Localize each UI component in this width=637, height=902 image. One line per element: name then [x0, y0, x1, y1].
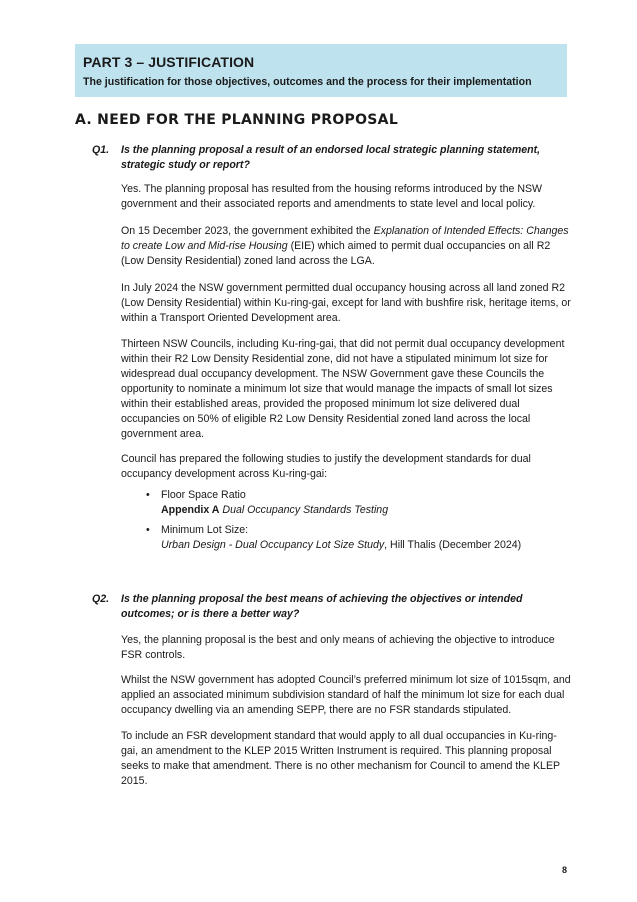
q1-paragraph-3: In July 2024 the NSW government permitted dual occupancy housing across all land zoned R2 (Low Density Residential) within Ku-ring-gai, except for land with bushfire risk, heritage items, or within a Transport Oriented Development area.: [121, 282, 571, 324]
question-q1: [92, 143, 552, 173]
study-title: Urban Design - Dual Occupancy Lot Size Study: [161, 539, 385, 551]
list-item: [146, 523, 546, 553]
question-text: Is the planning proposal a result of an endorsed local strategic planning statement, strategic study or report?: [121, 144, 541, 171]
part-3-banner: [75, 44, 567, 97]
q1-paragraph-4: Thirteen NSW Councils, including Ku-ring-gai, that did not permit dual occupancy development within their R2 Low Density Residential zone, did not have a stipulated minimum lot size for widespread dual occupancy development. The NSW Government gave these Councils the opportunity to nominate a minimum lot size that would manage the impacts of small lot sizes within their established areas, provided the proposed minimum lot size delivered dual occupancies on 50% of eligible R2 Low Density Residential zoned land across the local government area.: [121, 338, 565, 440]
bullet-marker: •: [146, 489, 150, 501]
q2-paragraph-3: To include an FSR development standard that would apply to all dual occupancies in Ku-ring-gai, an amendment to the KLEP 2015 Written Instrument is required. This planning proposal seeks to make that amendment. There is no other mechanism for Council to amend the KLEP 2015.: [121, 730, 560, 787]
list-item: [146, 488, 546, 518]
question-q2: [92, 592, 552, 622]
study-title: Dual Occupancy Standards Testing: [219, 504, 389, 516]
bullet-marker: •: [146, 524, 150, 536]
eie-document-title: Explanation of Intended Effects: Changes to create Low and Mid-rise Housing: [121, 225, 569, 252]
bullet-title: Minimum Lot Size:: [161, 524, 249, 536]
q2-paragraph-2: Whilst the NSW government has adopted Council’s preferred minimum lot size of 1015sqm, and applied an associated minimum subdivision standard of half the minimum lot size for each dual occupancy dwelling via an amending SEPP, there are no FSR standards stipulated.: [121, 674, 571, 716]
section-heading-a: A. NEED FOR THE PLANNING PROPOSAL: [75, 112, 399, 128]
page-number: 8: [562, 865, 568, 875]
paragraph-text: On 15 December 2023, the government exhibited the: [121, 225, 374, 237]
q1-paragraph-2: [121, 224, 573, 269]
appendix-label: Appendix A: [161, 504, 220, 516]
question-number: Q2.: [92, 593, 110, 605]
part-title: PART 3 – JUSTIFICATION: [83, 54, 255, 70]
paragraph-text: (EIE) which aimed to permit dual occupancies on all R2 (Low Density Residential) zoned land across the LGA.: [121, 240, 551, 267]
study-author: , Hill Thalis (December 2024): [384, 539, 522, 551]
part-subtitle: The justification for those objectives, outcomes and the process for their implementation: [83, 76, 532, 88]
q1-paragraph-1: Yes. The planning proposal has resulted from the housing reforms introduced by the NSW government and their associated reports and amendments to state level and local policy.: [121, 183, 543, 210]
question-number: Q1.: [92, 144, 110, 156]
q1-paragraph-5: Council has prepared the following studies to justify the development standards for dual occupancy development across Ku-ring-gai:: [121, 453, 531, 480]
question-text: Is the planning proposal the best means of achieving the objectives or intended outcomes; or is there a better way?: [121, 593, 523, 620]
q2-paragraph-1: Yes, the planning proposal is the best and only means of achieving the objective to introduce FSR controls.: [121, 634, 555, 661]
bullet-title: Floor Space Ratio: [161, 489, 246, 501]
